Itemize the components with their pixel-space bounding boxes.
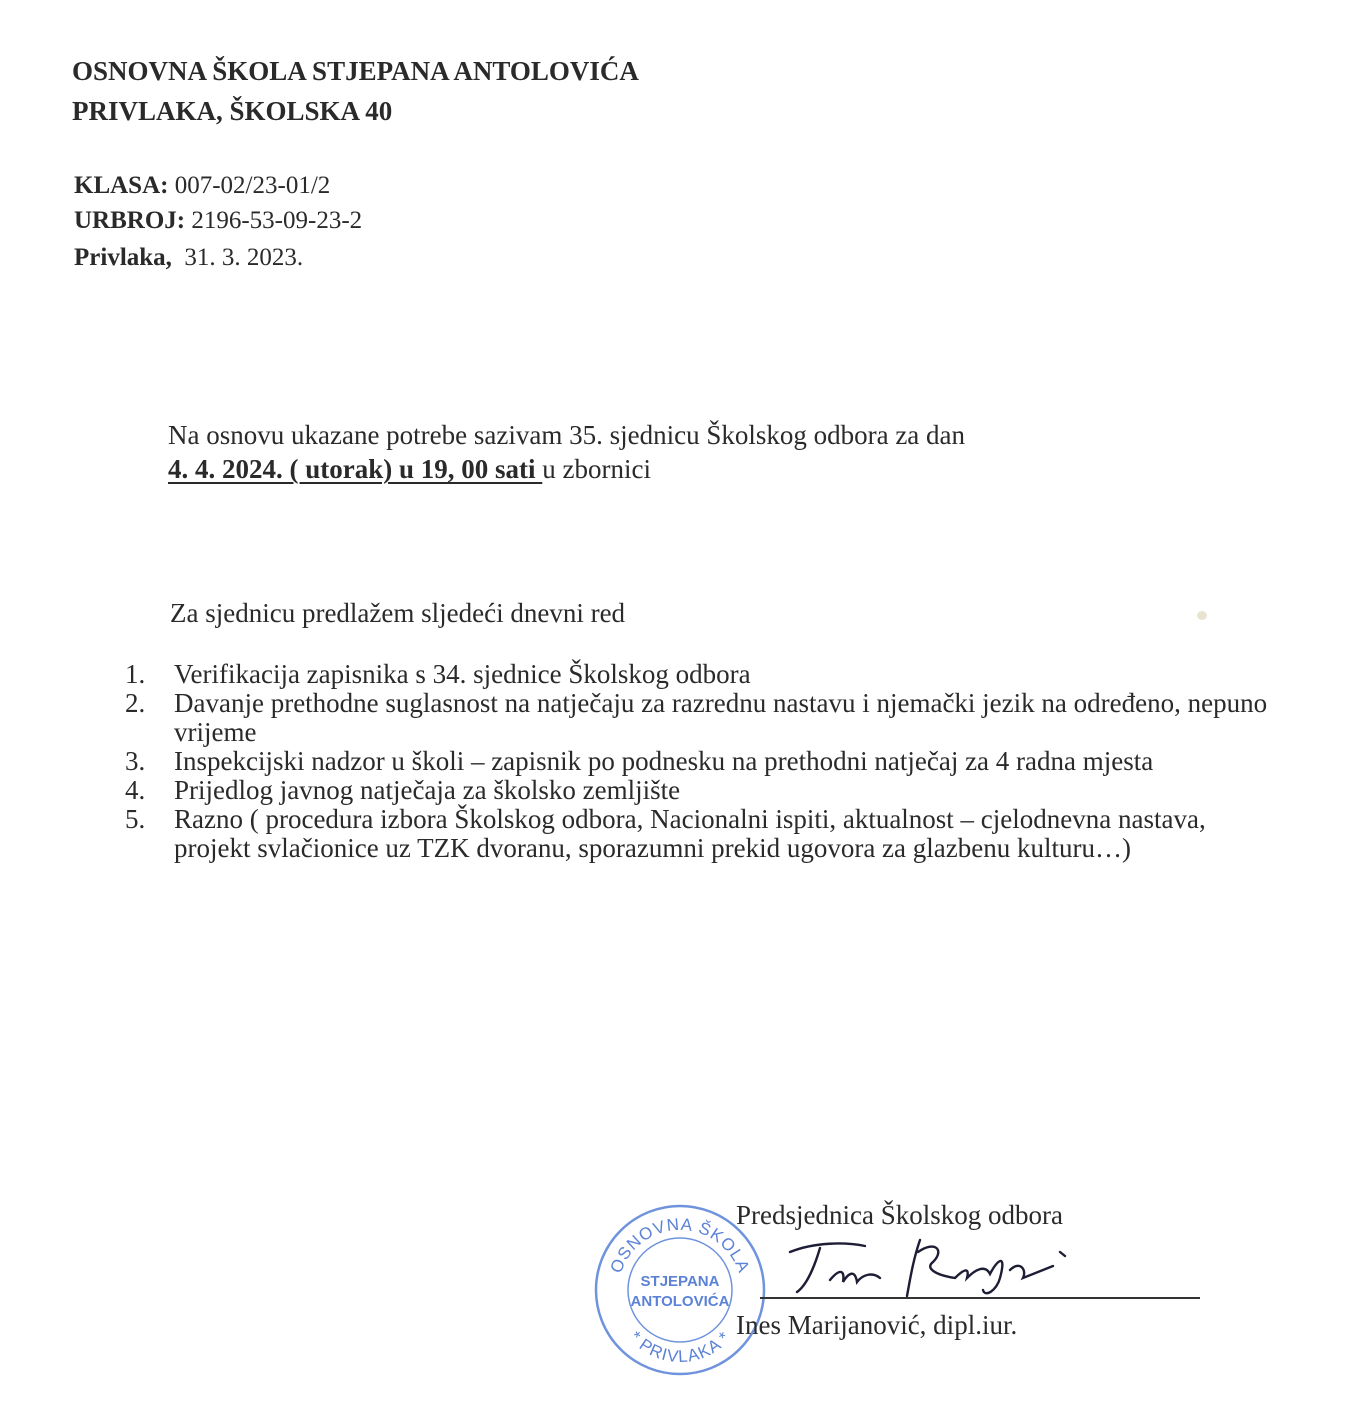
agenda-heading: Za sjednicu predlažem sljedeći dnevni red [170,598,626,628]
signatory-role: Predsjednica Školskog odbora [736,1200,1063,1230]
agenda-list [125,660,1275,863]
school-name: OSNOVNA ŠKOLA STJEPANA ANTOLOVIĆA [72,56,639,86]
urbroj-value: 2196-53-09-23-2 [191,207,363,234]
place-date-line [74,244,303,272]
signature-line [760,1297,1200,1299]
document-date: 31. 3. 2023. [184,244,304,271]
stamp-line1: STJEPANA [640,1273,720,1290]
handwritten-signature [785,1230,1085,1300]
agenda-item-number: 3. [125,746,146,776]
intro-line: Na osnovu ukazane potrebe sazivam 35. sjednicu Školskog odbora za dan [168,420,966,450]
klasa-label: KLASA: [74,172,169,199]
agenda-item-text: Razno ( procedura izbora Školskog odbora, Nacionalni ispiti, aktualnost – cjelodnevna nastava, projekt svlačionice uz TZK dvoranu, sporazumni prekid ugovora za glazbenu kulturu…) [174,804,1206,863]
urbroj-line [74,207,362,235]
agenda-item [125,776,1275,805]
place-label: Privlaka, [74,244,172,271]
agenda-item [125,747,1275,776]
agenda-item [125,689,1275,747]
agenda-item-number: 4. [125,775,146,805]
agenda-item-text: Davanje prethodne suglasnost na natječaju za razrednu nastavu i njemački jezik na određeno, nepuno vrijeme [174,688,1268,747]
urbroj-label: URBROJ: [74,207,186,234]
klasa-line [74,172,330,200]
meeting-datetime: 4. 4. 2024. ( utorak) u 19, 00 sati [168,454,543,484]
agenda-item-number: 2. [125,688,146,718]
agenda-item-text: Prijedlog javnog natječaja za školsko zemljište [174,775,681,805]
school-address: PRIVLAKA, ŠKOLSKA 40 [72,96,393,126]
agenda-item-text: Verifikacija zapisnika s 34. sjednice Školskog odbora [174,659,751,689]
svg-text:* PRIVLAKA * [626,1328,734,1367]
stamp-line2: ANTOLOVIĆA [630,1293,730,1310]
klasa-value: 007-02/23-01/2 [174,172,331,199]
agenda-item [125,805,1275,863]
scan-speck [1197,611,1207,620]
signatory-name: Ines Marijanović, dipl.iur. [736,1310,1018,1340]
agenda-item-text: Inspekcijski nadzor u školi – zapisnik po podnesku na prethodni natječaj za 4 radna mjesta [174,746,1154,776]
agenda-item-number: 1. [125,659,146,689]
agenda-item-number: 5. [125,804,146,834]
meeting-location: u zbornici [542,454,651,484]
meeting-datetime-line [168,454,651,485]
stamp-bottom-arc: * PRIVLAKA * [625,1327,735,1367]
stamp-top-arc: OSNOVNA ŠKOLA [606,1214,754,1276]
agenda-item [125,660,1275,689]
